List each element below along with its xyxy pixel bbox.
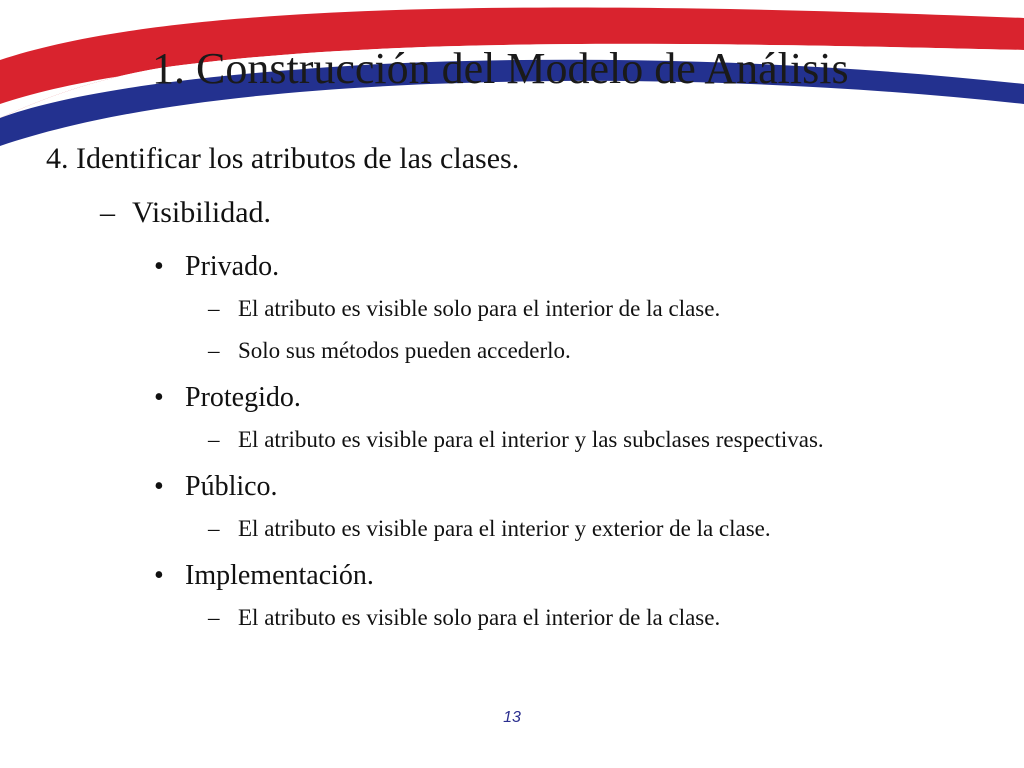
bullet-label: Implementación.	[185, 560, 374, 591]
subheading-text: Visibilidad.	[132, 196, 272, 229]
dash-marker: –	[208, 427, 220, 452]
slide-title: 1. Construcción del Modelo de Análisis	[152, 44, 849, 93]
private-detail-1	[208, 295, 720, 323]
bullet-marker: •	[154, 251, 164, 282]
dash-marker: –	[208, 296, 220, 321]
bullet-implementation	[154, 559, 374, 593]
detail-text: El atributo es visible solo para el interior de la clase.	[238, 605, 721, 630]
public-detail-1	[208, 515, 771, 543]
protected-detail-1	[208, 426, 824, 454]
bullet-protected	[154, 381, 301, 415]
bullet-marker: •	[154, 471, 164, 502]
dash-marker: –	[208, 605, 220, 630]
bullet-public	[154, 470, 278, 504]
bullet-label: Público.	[185, 471, 278, 502]
detail-text: El atributo es visible para el interior y exterior de la clase.	[238, 516, 771, 541]
bullet-marker: •	[154, 382, 164, 413]
dash-marker: –	[208, 516, 220, 541]
dash-marker: –	[208, 338, 220, 363]
implementation-detail-1	[208, 604, 720, 632]
detail-text: El atributo es visible para el interior y las subclases respectivas.	[238, 427, 824, 452]
subheading-visibility	[100, 195, 271, 231]
detail-text: El atributo es visible solo para el interior de la clase.	[238, 296, 721, 321]
dash-marker: –	[100, 196, 115, 229]
bullet-marker: •	[154, 560, 164, 591]
heading-identify-attributes: 4. Identificar los atributos de las clases.	[46, 142, 520, 175]
detail-text: Solo sus métodos pueden accederlo.	[238, 338, 571, 363]
page-number: 13	[503, 709, 521, 726]
bullet-label: Privado.	[185, 251, 280, 282]
bullet-label: Protegido.	[185, 382, 301, 413]
bullet-private	[154, 250, 279, 284]
private-detail-2	[208, 337, 571, 365]
